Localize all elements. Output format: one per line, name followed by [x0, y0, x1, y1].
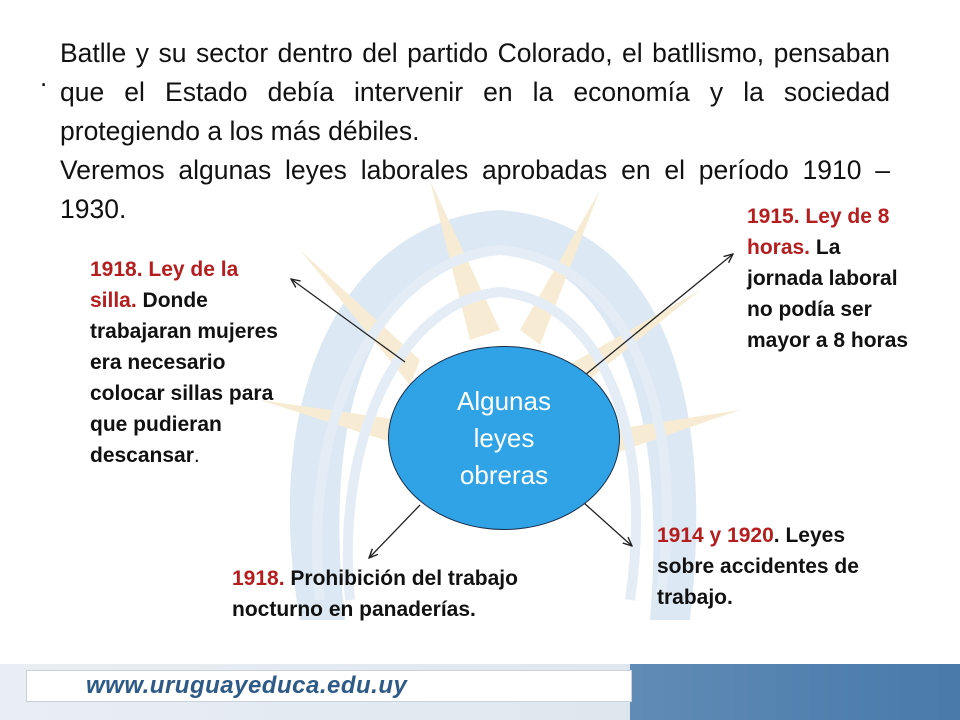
- arrow-to-accidentes: [584, 503, 632, 546]
- law-ocho-horas-title: 1915. Ley de 8 horas.: [747, 205, 890, 259]
- center-node: [388, 346, 620, 530]
- law-accidentes-text: . Leyes sobre accidentes de trabajo.: [657, 524, 859, 609]
- arrow-to-silla: [291, 279, 405, 362]
- law-nocturno: [232, 563, 522, 625]
- law-ocho-horas-text: La jornada laboral no podía ser mayor a 8 horas: [747, 236, 909, 352]
- footer-url[interactable]: www.uruguayeduca.edu.uy: [86, 672, 408, 699]
- law-ocho-horas: [747, 201, 917, 356]
- arrow-to-ocho-horas: [585, 254, 733, 375]
- bullet-dot: .: [40, 62, 48, 92]
- law-silla-text: Donde trabajaran mujeres era necesario colocar sillas para que pudieran descansar: [90, 289, 278, 467]
- center-label: Algunas leyes obreras: [457, 385, 551, 490]
- intro-paragraph-1: Batlle y su sector dentro del partido Colorado, el batllismo, pensaban que el Estado debía intervenir en la economía y la sociedad protegiendo a los más débiles.: [60, 38, 890, 146]
- law-nocturno-text: Prohibición del trabajo nocturno en panaderías.: [232, 567, 518, 621]
- law-nocturno-title: 1918.: [232, 567, 285, 590]
- arrow-to-nocturno: [369, 505, 420, 558]
- law-silla-title: 1918. Ley de la silla.: [90, 258, 239, 312]
- intro-paragraph-2: Veremos algunas leyes laborales aprobadas en el período 1910 – 1930.: [60, 155, 890, 224]
- law-silla-tail: .: [193, 444, 200, 467]
- law-silla: [90, 254, 290, 471]
- law-accidentes: [657, 520, 907, 613]
- law-accidentes-title: 1914 y 1920: [657, 524, 774, 547]
